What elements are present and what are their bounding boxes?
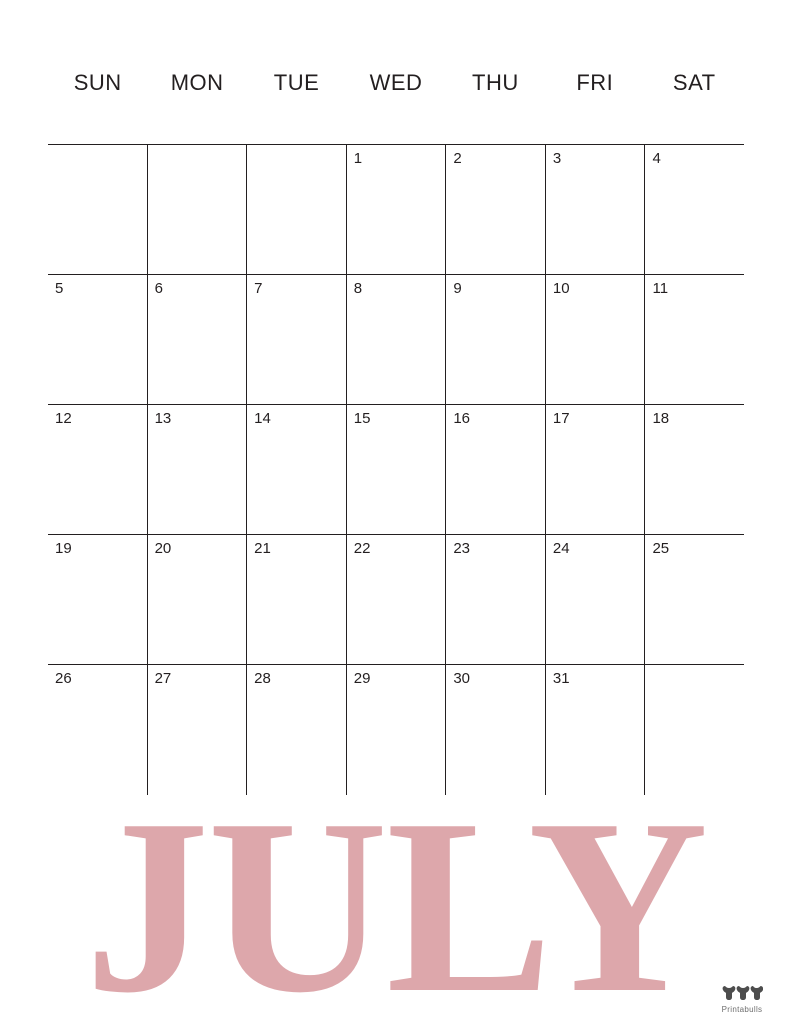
day-cell[interactable] (247, 275, 347, 404)
weekday-fri: FRI (576, 70, 614, 95)
weekday-sat: SAT (672, 70, 716, 95)
weekday-mon: MON (170, 70, 224, 95)
day-number: 7 (254, 280, 263, 297)
calendar-week-row (48, 405, 744, 535)
weekday-wed: WED (369, 70, 423, 95)
day-cell[interactable] (645, 275, 744, 404)
day-cell[interactable] (48, 145, 148, 274)
weekday-header-row (48, 70, 744, 96)
day-number: 13 (154, 410, 172, 427)
day-cell[interactable] (446, 145, 546, 274)
day-number: 29 (353, 670, 371, 687)
day-cell[interactable] (645, 405, 744, 534)
day-cell[interactable] (148, 405, 248, 534)
bull-heads-icon (721, 983, 763, 1003)
day-number: 30 (453, 670, 470, 687)
day-number: 18 (652, 410, 670, 427)
calendar-week-row (48, 535, 744, 665)
day-cell[interactable] (48, 405, 148, 534)
day-cell[interactable] (247, 145, 347, 274)
day-number: 9 (453, 280, 462, 297)
day-cell[interactable] (48, 535, 148, 664)
day-number: 27 (154, 670, 172, 687)
day-number: 17 (552, 410, 570, 427)
day-cell[interactable] (446, 535, 546, 664)
day-cell[interactable] (48, 275, 148, 404)
day-number: 12 (55, 410, 72, 427)
day-number: 8 (353, 280, 363, 297)
day-number: 2 (453, 150, 462, 167)
weekday-thu: THU (472, 70, 519, 95)
day-cell[interactable] (247, 535, 347, 664)
weekday-tue: TUE (273, 70, 320, 95)
calendar-grid (48, 144, 744, 794)
day-cell[interactable] (546, 535, 646, 664)
day-number: 23 (453, 540, 470, 557)
day-number: 15 (353, 410, 371, 427)
day-cell[interactable] (247, 405, 347, 534)
day-cell[interactable] (148, 145, 248, 274)
day-cell[interactable] (446, 405, 546, 534)
day-cell[interactable] (148, 535, 248, 664)
day-number: 6 (154, 280, 163, 297)
calendar-week-row (48, 145, 744, 275)
month-title: JULY (84, 768, 707, 1024)
day-number: 4 (652, 150, 661, 167)
day-number: 28 (254, 670, 271, 687)
printabulls-logo (709, 983, 775, 1014)
day-cell[interactable] (347, 275, 447, 404)
day-number: 20 (154, 540, 172, 557)
day-number: 11 (652, 280, 669, 297)
day-number: 10 (552, 280, 570, 297)
day-number: 31 (552, 670, 570, 687)
day-cell[interactable] (546, 275, 646, 404)
day-number: 16 (453, 410, 470, 427)
logo-text: Printabulls (721, 1005, 763, 1014)
day-cell[interactable] (347, 145, 447, 274)
day-cell[interactable] (446, 275, 546, 404)
day-cell[interactable] (645, 145, 744, 274)
calendar-week-row (48, 275, 744, 405)
day-number: 26 (55, 670, 72, 687)
day-cell[interactable] (148, 275, 248, 404)
day-number: 21 (254, 540, 271, 557)
day-cell[interactable] (347, 535, 447, 664)
day-number: 1 (353, 150, 363, 167)
day-number: 24 (552, 540, 570, 557)
day-cell[interactable] (546, 145, 646, 274)
day-number: 14 (254, 410, 271, 427)
weekday-sun: SUN (73, 70, 122, 95)
day-cell[interactable] (347, 405, 447, 534)
day-number: 22 (353, 540, 371, 557)
day-number: 25 (652, 540, 670, 557)
day-number: 3 (552, 150, 562, 167)
day-number: 19 (55, 540, 72, 557)
day-cell[interactable] (546, 405, 646, 534)
day-cell[interactable] (645, 535, 744, 664)
day-number: 5 (55, 280, 64, 297)
